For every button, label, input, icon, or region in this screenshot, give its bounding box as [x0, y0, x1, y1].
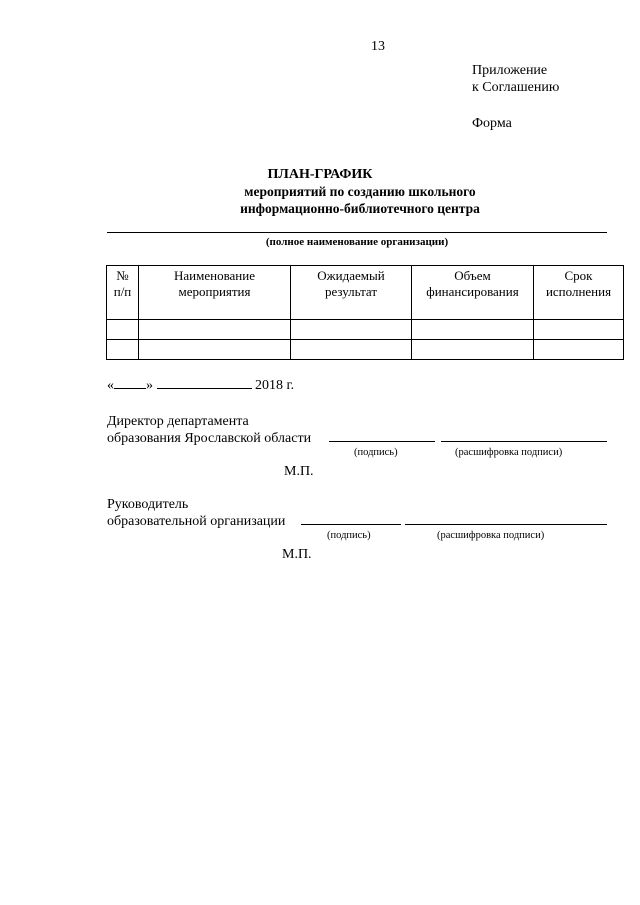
head-title-line-1: Руководитель — [107, 497, 189, 512]
subtitle-line-2: информационно-библиотечного центра — [240, 201, 480, 216]
month-field[interactable] — [157, 376, 252, 389]
day-field[interactable] — [114, 376, 146, 389]
document-title: ПЛАН-ГРАФИК — [267, 167, 373, 182]
table-cell[interactable] — [139, 320, 291, 340]
document-subtitle — [0, 183, 640, 217]
head-stamp-label: М.П. — [282, 547, 312, 562]
date-year: 2018 г. — [255, 378, 295, 393]
head-title-line-2: образовательной организации — [107, 514, 286, 529]
subtitle-line-1: мероприятий по созданию школьного — [244, 184, 476, 199]
table-row — [107, 340, 624, 360]
director-name-caption: (расшифровка подписи) — [455, 447, 563, 458]
director-title-line-1: Директор департамента — [107, 414, 249, 429]
appendix-note — [472, 62, 559, 96]
date-open-quote: « — [107, 378, 114, 393]
header-cell-result: Ожидаемый результат — [291, 266, 412, 320]
table-cell[interactable] — [291, 340, 412, 360]
director-stamp-label: М.П. — [284, 464, 314, 479]
table-cell[interactable] — [139, 340, 291, 360]
organization-name-line — [107, 232, 607, 233]
date-line — [107, 376, 294, 394]
head-block — [107, 496, 285, 530]
organization-caption: (полное наименование организации) — [265, 236, 449, 248]
table-cell[interactable] — [534, 340, 624, 360]
table-cell[interactable] — [291, 320, 412, 340]
header-cell-activity: Наименование мероприятия — [139, 266, 291, 320]
head-name-caption: (расшифровка подписи) — [437, 530, 545, 541]
table-cell[interactable] — [107, 340, 139, 360]
header-cell-number: № п/п — [107, 266, 139, 320]
head-signature-caption: (подпись) — [327, 530, 371, 541]
appendix-line-2: к Соглашению — [472, 80, 560, 95]
table-cell[interactable] — [412, 320, 534, 340]
date-close-quote: » — [146, 378, 153, 393]
head-signature-field[interactable] — [301, 524, 401, 525]
table-cell[interactable] — [107, 320, 139, 340]
table-cell[interactable] — [534, 320, 624, 340]
director-block — [107, 413, 311, 447]
director-signature-field[interactable] — [329, 441, 435, 442]
director-signature-caption: (подпись) — [354, 447, 398, 458]
table-cell[interactable] — [412, 340, 534, 360]
form-label: Форма — [472, 116, 512, 131]
table-row — [107, 320, 624, 340]
appendix-line-1: Приложение — [472, 63, 548, 78]
page-number: 13 — [371, 39, 385, 54]
head-name-field[interactable] — [405, 524, 607, 525]
header-cell-funding: Объем финансирования — [412, 266, 534, 320]
header-cell-deadline: Срок исполнения — [534, 266, 624, 320]
director-name-field[interactable] — [441, 441, 607, 442]
plan-table — [106, 265, 624, 360]
director-title-line-2: образования Ярославской области — [107, 431, 312, 446]
table-header-row — [107, 266, 624, 320]
